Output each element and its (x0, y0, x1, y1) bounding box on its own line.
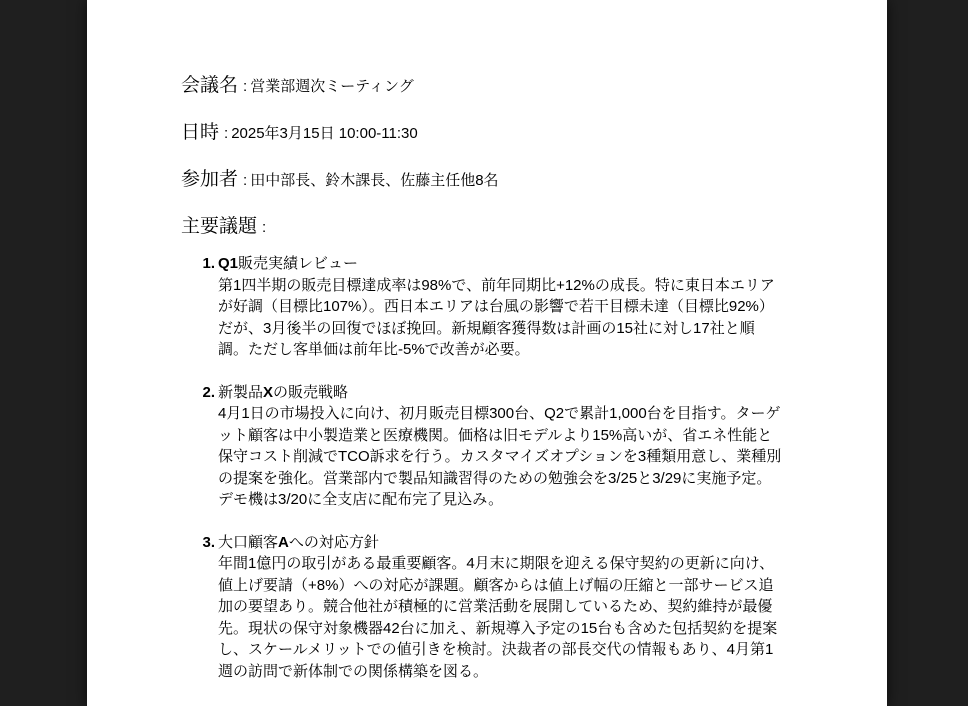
meta-line (181, 72, 783, 100)
meta-label: 参加者 (181, 169, 239, 190)
agenda-item (202, 532, 783, 683)
agenda-title-text: 販売実績レビュー (238, 255, 359, 272)
meta-label: 主要議題 (181, 216, 258, 237)
agenda-title-text: の販売戦略 (273, 383, 349, 401)
meta-label: 会議名 (181, 75, 239, 96)
agenda-title-text: 新製品 (218, 383, 264, 401)
meta-separator: : (262, 219, 267, 236)
meta-line (181, 213, 783, 241)
agenda-item-body: 第1四半期の販売目標達成率は98%で、前年同期比+12%の成長。特に東日本エリアが好調（目標比107%）。西日本エリアは台風の影響で若干目標未達（目標比92%）だが、3月後半の回復でほぼ挽回。新規顧客獲得数は計画の15社に対し17社と順調。ただし客単価は前年比-5%で改善が必要。 (218, 276, 775, 358)
agenda-item-number: 1. (202, 255, 215, 272)
document-page (87, 0, 887, 706)
meta-separator: : (243, 172, 248, 189)
meta-line (181, 166, 783, 194)
meta-separator: : (224, 125, 229, 142)
agenda-item (202, 382, 783, 511)
agenda-item-title (218, 532, 783, 554)
agenda-item-title (218, 253, 783, 275)
meta-line (181, 119, 783, 147)
meta-value: 田中部長、鈴木課長、佐藤主任他8名 (250, 172, 499, 189)
agenda-title-text: への対応方針 (288, 533, 379, 551)
agenda-item-body: 年間1億円の取引がある最重要顧客。4月末に期限を迎える保守契約の更新に向け、値上げ要請（+8%）への対応が課題。顧客からは値上げ幅の圧縮と一部サービス追加の要望あり。競合他社が積極的に営業活動を展開しているため、契約維持が最優先。現状の保守対象機器42台に加え、新規導入予定の15台も含めた包括契約を提案し、スケールメリットでの値引きを検討。決裁者の部長交代の情報もあり、4月第1週の訪問で新体制での関係構築を図る。 (218, 555, 778, 680)
agenda-item-body: 4月1日の市場投入に向け、初月販売目標300台、Q2で累計1,000台を目指す。ターゲット顧客は中小製造業と医療機関。価格は旧モデルより15%高いが、省エネ性能と保守コスト削減でTCO訴求を行う。カスタマイズオプションを3種類用意し、業種別の提案を強化。営業部内で製品知識習得のための勉強会を3/25と3/29に実施予定。デモ機は3/20に全支店に配布完了見込み。 (218, 405, 782, 508)
agenda-title-bold-text: A (278, 533, 289, 551)
agenda-title-text: 大口顧客 (218, 533, 279, 551)
agenda-item (202, 253, 783, 361)
agenda-item-title (218, 382, 783, 404)
agenda-title-bold-text: Q1 (218, 255, 239, 272)
meta-section (181, 72, 783, 241)
agenda-item-number: 2. (202, 383, 215, 401)
meta-label: 日時 (181, 122, 220, 143)
meta-value: 2025年3月15日 10:00-11:30 (231, 125, 418, 142)
agenda-item-number: 3. (202, 533, 215, 551)
agenda-title-bold-text: X (263, 383, 274, 401)
meta-value: 営業部週次ミーティング (250, 78, 414, 95)
agenda-list (181, 253, 783, 682)
meta-separator: : (243, 78, 248, 95)
